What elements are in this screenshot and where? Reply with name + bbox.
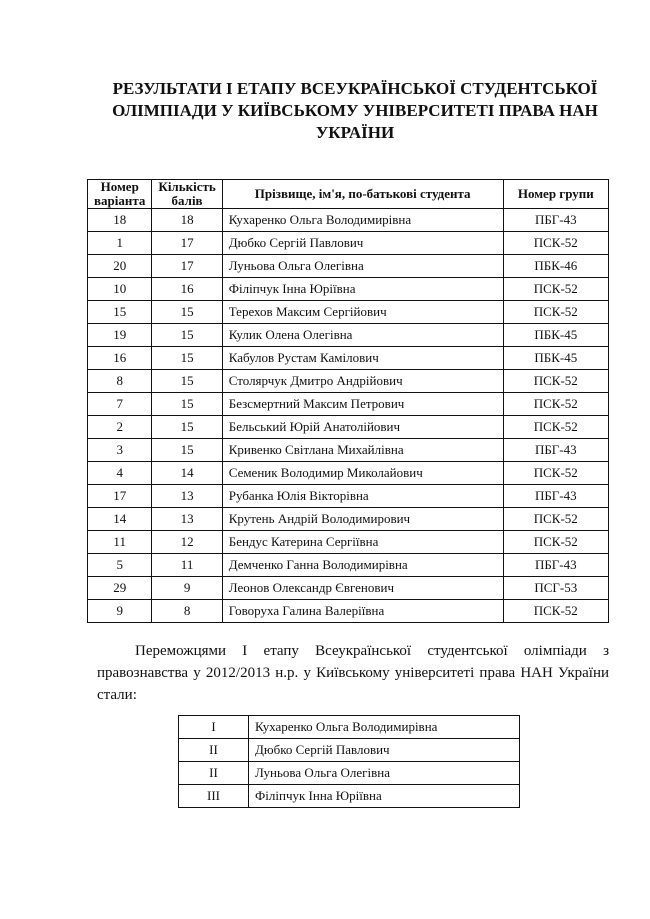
cell-group: ПБГ-43: [503, 439, 608, 462]
cell-score: 14: [152, 462, 222, 485]
cell-name: Демченко Ганна Володимирівна: [222, 554, 503, 577]
cell-group: ПСК-52: [503, 600, 608, 623]
cell-score: 9: [152, 577, 222, 600]
table-row: [88, 278, 609, 301]
winner-row: [179, 762, 520, 785]
cell-group: ПБК-45: [503, 347, 608, 370]
cell-group: ПБГ-43: [503, 209, 608, 232]
cell-group: ПСК-52: [503, 393, 608, 416]
cell-name: Говоруха Галина Валеріївна: [222, 600, 503, 623]
winners-body: [179, 716, 520, 808]
cell-group: ПСК-52: [503, 462, 608, 485]
cell-score: 15: [152, 324, 222, 347]
cell-variant: 19: [88, 324, 152, 347]
cell-score: 15: [152, 416, 222, 439]
cell-name: Рубанка Юлія Вікторівна: [222, 485, 503, 508]
cell-variant: 2: [88, 416, 152, 439]
cell-score: 18: [152, 209, 222, 232]
cell-variant: 10: [88, 278, 152, 301]
cell-group: ПСК-52: [503, 278, 608, 301]
winner-name: Кухаренко Ольга Володимирівна: [249, 716, 520, 739]
cell-group: ПСГ-53: [503, 577, 608, 600]
cell-group: ПСК-52: [503, 416, 608, 439]
table-row: [88, 255, 609, 278]
table-row: [88, 324, 609, 347]
cell-name: Семеник Володимир Миколайович: [222, 462, 503, 485]
cell-name: Філіпчук Інна Юріївна: [222, 278, 503, 301]
table-row: [88, 301, 609, 324]
cell-variant: 4: [88, 462, 152, 485]
cell-group: ПСК-52: [503, 508, 608, 531]
cell-name: Кухаренко Ольга Володимирівна: [222, 209, 503, 232]
table-row: [88, 508, 609, 531]
cell-score: 12: [152, 531, 222, 554]
cell-group: ПБГ-43: [503, 485, 608, 508]
cell-name: Кабулов Рустам Камілович: [222, 347, 503, 370]
cell-variant: 9: [88, 600, 152, 623]
cell-variant: 5: [88, 554, 152, 577]
cell-variant: 3: [88, 439, 152, 462]
winner-place: I: [179, 716, 249, 739]
cell-variant: 8: [88, 370, 152, 393]
winner-place: II: [179, 762, 249, 785]
winners-paragraph: [97, 640, 609, 706]
winner-row: [179, 716, 520, 739]
cell-score: 17: [152, 232, 222, 255]
cell-score: 13: [152, 485, 222, 508]
cell-score: 15: [152, 370, 222, 393]
table-row: [88, 370, 609, 393]
cell-name: Дюбко Сергій Павлович: [222, 232, 503, 255]
header-score: Кількість балів: [152, 180, 222, 209]
cell-group: ПСК-52: [503, 232, 608, 255]
header-variant: Номер варіанта: [88, 180, 152, 209]
cell-name: Крутень Андрій Володимирович: [222, 508, 503, 531]
table-row: [88, 462, 609, 485]
title-line-1: РЕЗУЛЬТАТИ І ЕТАПУ ВСЕУКРАЇНСЬКОЇ СТУДЕНТСЬКОЇ: [112, 79, 598, 98]
table-row: [88, 439, 609, 462]
cell-name: Бендус Катерина Сергіївна: [222, 531, 503, 554]
cell-name: Бельський Юрій Анатолійович: [222, 416, 503, 439]
cell-score: 11: [152, 554, 222, 577]
cell-variant: 1: [88, 232, 152, 255]
table-row: [88, 393, 609, 416]
cell-group: ПБК-46: [503, 255, 608, 278]
cell-variant: 20: [88, 255, 152, 278]
results-body: [88, 209, 609, 623]
cell-variant: 16: [88, 347, 152, 370]
title-line-3: УКРАЇНИ: [315, 123, 395, 142]
cell-name: Леонов Олександр Євгенович: [222, 577, 503, 600]
cell-name: Безсмертний Максим Петрович: [222, 393, 503, 416]
cell-group: ПСК-52: [503, 531, 608, 554]
table-row: [88, 577, 609, 600]
cell-name: Терехов Максим Сергійович: [222, 301, 503, 324]
cell-score: 16: [152, 278, 222, 301]
winner-place: III: [179, 785, 249, 808]
winner-row: [179, 785, 520, 808]
cell-group: ПСК-52: [503, 370, 608, 393]
cell-score: 15: [152, 393, 222, 416]
cell-group: ПСК-52: [503, 301, 608, 324]
cell-score: 15: [152, 347, 222, 370]
header-name: Прізвище, ім'я, по-батькові студента: [222, 180, 503, 209]
winner-name: Луньова Ольга Олегівна: [249, 762, 520, 785]
cell-variant: 11: [88, 531, 152, 554]
table-row: [88, 232, 609, 255]
document-title: [100, 78, 610, 144]
paragraph-text: Переможцями І етапу Всеукраїнської студентської олімпіади з правознавства у 2012/2013 н.р. у Київському університеті права НАН України стали:: [97, 643, 609, 703]
table-row: [88, 554, 609, 577]
table-row: [88, 485, 609, 508]
results-header-row: [88, 180, 609, 209]
title-line-2: ОЛІМПІАДИ У КИЇВСЬКОМУ УНІВЕРСИТЕТІ ПРАВА НАН: [112, 101, 598, 120]
results-table: [87, 179, 609, 623]
cell-variant: 15: [88, 301, 152, 324]
cell-score: 15: [152, 301, 222, 324]
winners-table: [178, 715, 520, 808]
cell-score: 17: [152, 255, 222, 278]
table-row: [88, 347, 609, 370]
cell-variant: 17: [88, 485, 152, 508]
cell-group: ПБК-45: [503, 324, 608, 347]
cell-score: 15: [152, 439, 222, 462]
cell-variant: 29: [88, 577, 152, 600]
winner-name: Дюбко Сергій Павлович: [249, 739, 520, 762]
table-row: [88, 531, 609, 554]
cell-variant: 7: [88, 393, 152, 416]
winner-place: II: [179, 739, 249, 762]
table-row: [88, 416, 609, 439]
cell-group: ПБГ-43: [503, 554, 608, 577]
table-row: [88, 209, 609, 232]
cell-score: 8: [152, 600, 222, 623]
winner-row: [179, 739, 520, 762]
cell-name: Луньова Ольга Олегівна: [222, 255, 503, 278]
cell-name: Кулик Олена Олегівна: [222, 324, 503, 347]
cell-name: Столярчук Дмитро Андрійович: [222, 370, 503, 393]
header-group: Номер групи: [503, 180, 608, 209]
cell-score: 13: [152, 508, 222, 531]
table-row: [88, 600, 609, 623]
winner-name: Філіпчук Інна Юріївна: [249, 785, 520, 808]
cell-variant: 18: [88, 209, 152, 232]
cell-name: Кривенко Світлана Михайлівна: [222, 439, 503, 462]
cell-variant: 14: [88, 508, 152, 531]
